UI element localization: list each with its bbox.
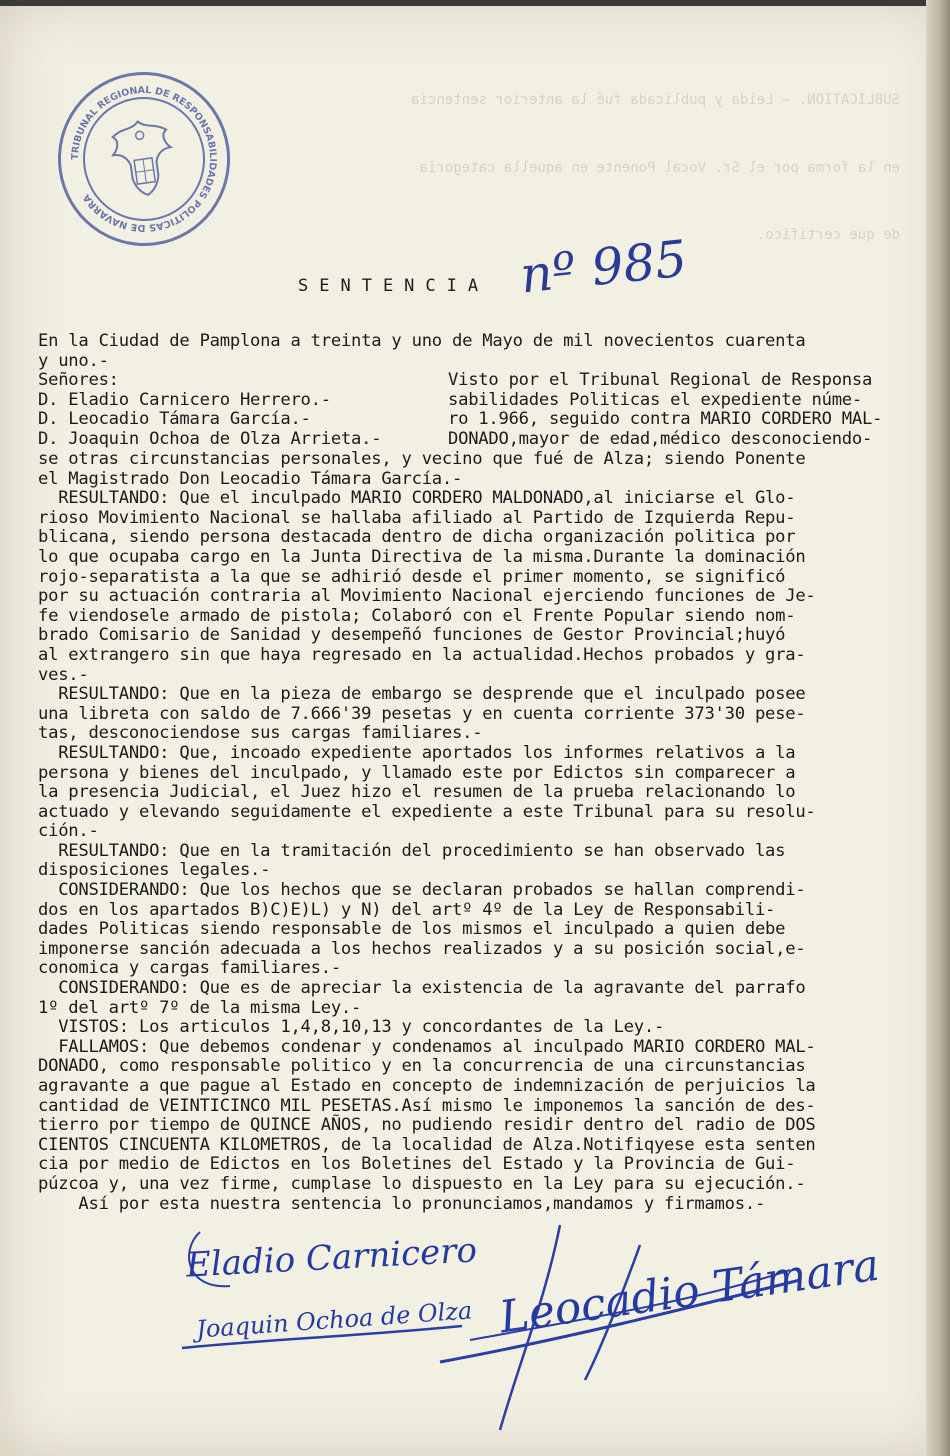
text-line: rioso Movimiento Nacional se hallaba afiliado al Partido de Izquierda Repu- bbox=[38, 507, 796, 528]
handwritten-number: nº 985 bbox=[517, 229, 690, 305]
text-line: CIENTOS CINCUENTA KILOMETROS, de la localidad de Alza.Notifiqyese esta senten bbox=[38, 1134, 816, 1155]
text-line: tas, desconociendose sus cargas familiares.- bbox=[38, 723, 483, 744]
document-title: SENTENCIA bbox=[298, 276, 490, 296]
text-line: tierro por tiempo de QUINCE AÑOS, no pudiendo residir dentro del radio de DOS bbox=[38, 1115, 816, 1136]
text-line: blicana, siendo persona destacada dentro de dicha organización politica por bbox=[38, 527, 796, 548]
bleed-line: en la forma por el Sr. Vocal Ponente en aquella categoria bbox=[419, 159, 900, 176]
text-line: DONADO,mayor de edad,médico desconociendo- bbox=[448, 428, 873, 449]
text-line: conomica y cargas familiares.- bbox=[38, 958, 341, 979]
text-line: al extrangero sin que haya regresado en la actualidad.Hechos probados y gra- bbox=[38, 644, 806, 665]
text-line: RESULTANDO: Que el inculpado MARIO CORDERO MALDONADO,al iniciarse el Glo- bbox=[38, 488, 796, 509]
text-line: y uno.- bbox=[38, 350, 109, 371]
judge-name: D. Eladio Carnicero Herrero.- bbox=[38, 389, 331, 410]
text-line: RESULTANDO: Que en la tramitación del procedimiento se han observado las bbox=[38, 840, 786, 861]
judge-name: D. Joaquin Ochoa de Olza Arrieta.- bbox=[38, 428, 382, 449]
bleed-line: SUBLICATION. — Leida y publicada fué la anterior sentencia bbox=[411, 92, 900, 108]
text-line: persona y bienes del inculpado, y llamado este por Edictos sin comparecer a bbox=[38, 762, 796, 783]
signature-joaquin: Joaquin Ochoa de Olza bbox=[195, 1296, 474, 1344]
text-line: ción.- bbox=[38, 821, 99, 842]
text-line: rojo-separatista a la que se adhirió desde el primer momento, se significó bbox=[38, 566, 786, 587]
stamp-ring-label: TRIBUNAL REGIONAL DE RESPONSABILIDADES POLITICAS DE NAVARRA bbox=[69, 84, 219, 234]
text-line: actuado y elevando seguidamente el expediente a este Tribunal para su resolu- bbox=[38, 801, 816, 822]
text-line: 1º del artº 7º de la misma Ley.- bbox=[38, 997, 362, 1018]
text-line: el Magistrado Don Leocadio Támara García.- bbox=[38, 468, 463, 489]
text-line: Así por esta nuestra sentencia lo pronunciamos,mandamos y firmamos.- bbox=[38, 1193, 766, 1214]
text-line: cantidad de VEINTICINCO MIL PESETAS.Así mismo le imponemos la sanción de des- bbox=[38, 1095, 816, 1116]
text-line: lo que ocupaba cargo en la Junta Directiva de la misma.Durante la dominación bbox=[38, 546, 806, 567]
text-line: imponerse sanción adecuada a los hechos realizados y a su posición social,e- bbox=[38, 938, 806, 959]
text-line: sabilidades Politicas el expediente núme- bbox=[448, 389, 863, 410]
text-line: En la Ciudad de Pamplona a treinta y uno de Mayo de mil novecientos cuarenta bbox=[38, 331, 806, 351]
text-line: ves.- bbox=[38, 664, 89, 685]
text-line: disposiciones legales.- bbox=[38, 860, 271, 881]
signature-leocadio: Leocadio Támara bbox=[496, 1239, 883, 1344]
text-line: FALLAMOS: Que debemos condenar y condenamos al inculpado MARIO CORDERO MAL- bbox=[38, 1036, 816, 1057]
text-line: VISTOS: Los articulos 1,4,8,10,13 y concordantes de la Ley.- bbox=[38, 1017, 665, 1038]
text-line: Visto por el Tribunal Regional de Responsa bbox=[448, 370, 873, 391]
text-line: dades Politicas siendo responsable de los mismos el inculpado a quien debe bbox=[38, 919, 786, 940]
text-line: CONSIDERANDO: Que los hechos que se declaran probados se hallan comprendi- bbox=[38, 880, 806, 901]
text-line: dos en los apartados B)C)E)L) y N) del artº 4º de la Ley de Responsabili- bbox=[38, 899, 776, 920]
text-line: se otras circunstancias personales, y vecino que fué de Alza; siendo Ponente bbox=[38, 449, 806, 469]
text-line: cia por medio de Edictos en los Boletines del Estado y la Provincia de Gui- bbox=[38, 1154, 796, 1175]
text-line: una libreta con saldo de 7.666'39 pesetas y en cuenta corriente 373'30 pese- bbox=[38, 703, 806, 724]
bleed-line: de que certifico. bbox=[756, 227, 900, 244]
text-line: fe viendosele armado de pistola; Colaboró con el Frente Popular siendo nom- bbox=[38, 605, 796, 626]
text-line: púzcoa y, una vez firme, cumplase lo dispuesto en la Ley para su ejecución.- bbox=[38, 1173, 806, 1194]
signature-eladio: Eladio Carnicero bbox=[185, 1230, 478, 1286]
text-line: brado Comisario de Sanidad y desempeñó funciones de Gestor Provincial;huyó bbox=[38, 625, 786, 646]
text-line: RESULTANDO: Que, incoado expediente aportados los informes relativos a la bbox=[38, 742, 796, 763]
text-line: DONADO, como responsable politico y en la concurrencia de una circunstancias bbox=[38, 1056, 806, 1077]
judge-name: D. Leocadio Támara García.- bbox=[38, 409, 311, 430]
judges-heading: Señores: bbox=[38, 370, 119, 391]
text-line: ro 1.966, seguido contra MARIO CORDERO MAL- bbox=[448, 409, 883, 430]
text-line: CONSIDERANDO: Que es de apreciar la existencia de la agravante del parrafo bbox=[38, 978, 806, 999]
text-line: agravante a que pague al Estado en concepto de indemnización de perjuicios la bbox=[38, 1076, 816, 1096]
text-line: la presencia Judicial, el Juez hizo el resumen de la prueba relacionando lo bbox=[38, 782, 796, 803]
text-line: RESULTANDO: Que en la pieza de embargo se desprende que el inculpado posee bbox=[38, 684, 806, 705]
text-line: por su actuación contraria al Movimiento Nacional ejerciendo funciones de Je- bbox=[38, 586, 816, 607]
